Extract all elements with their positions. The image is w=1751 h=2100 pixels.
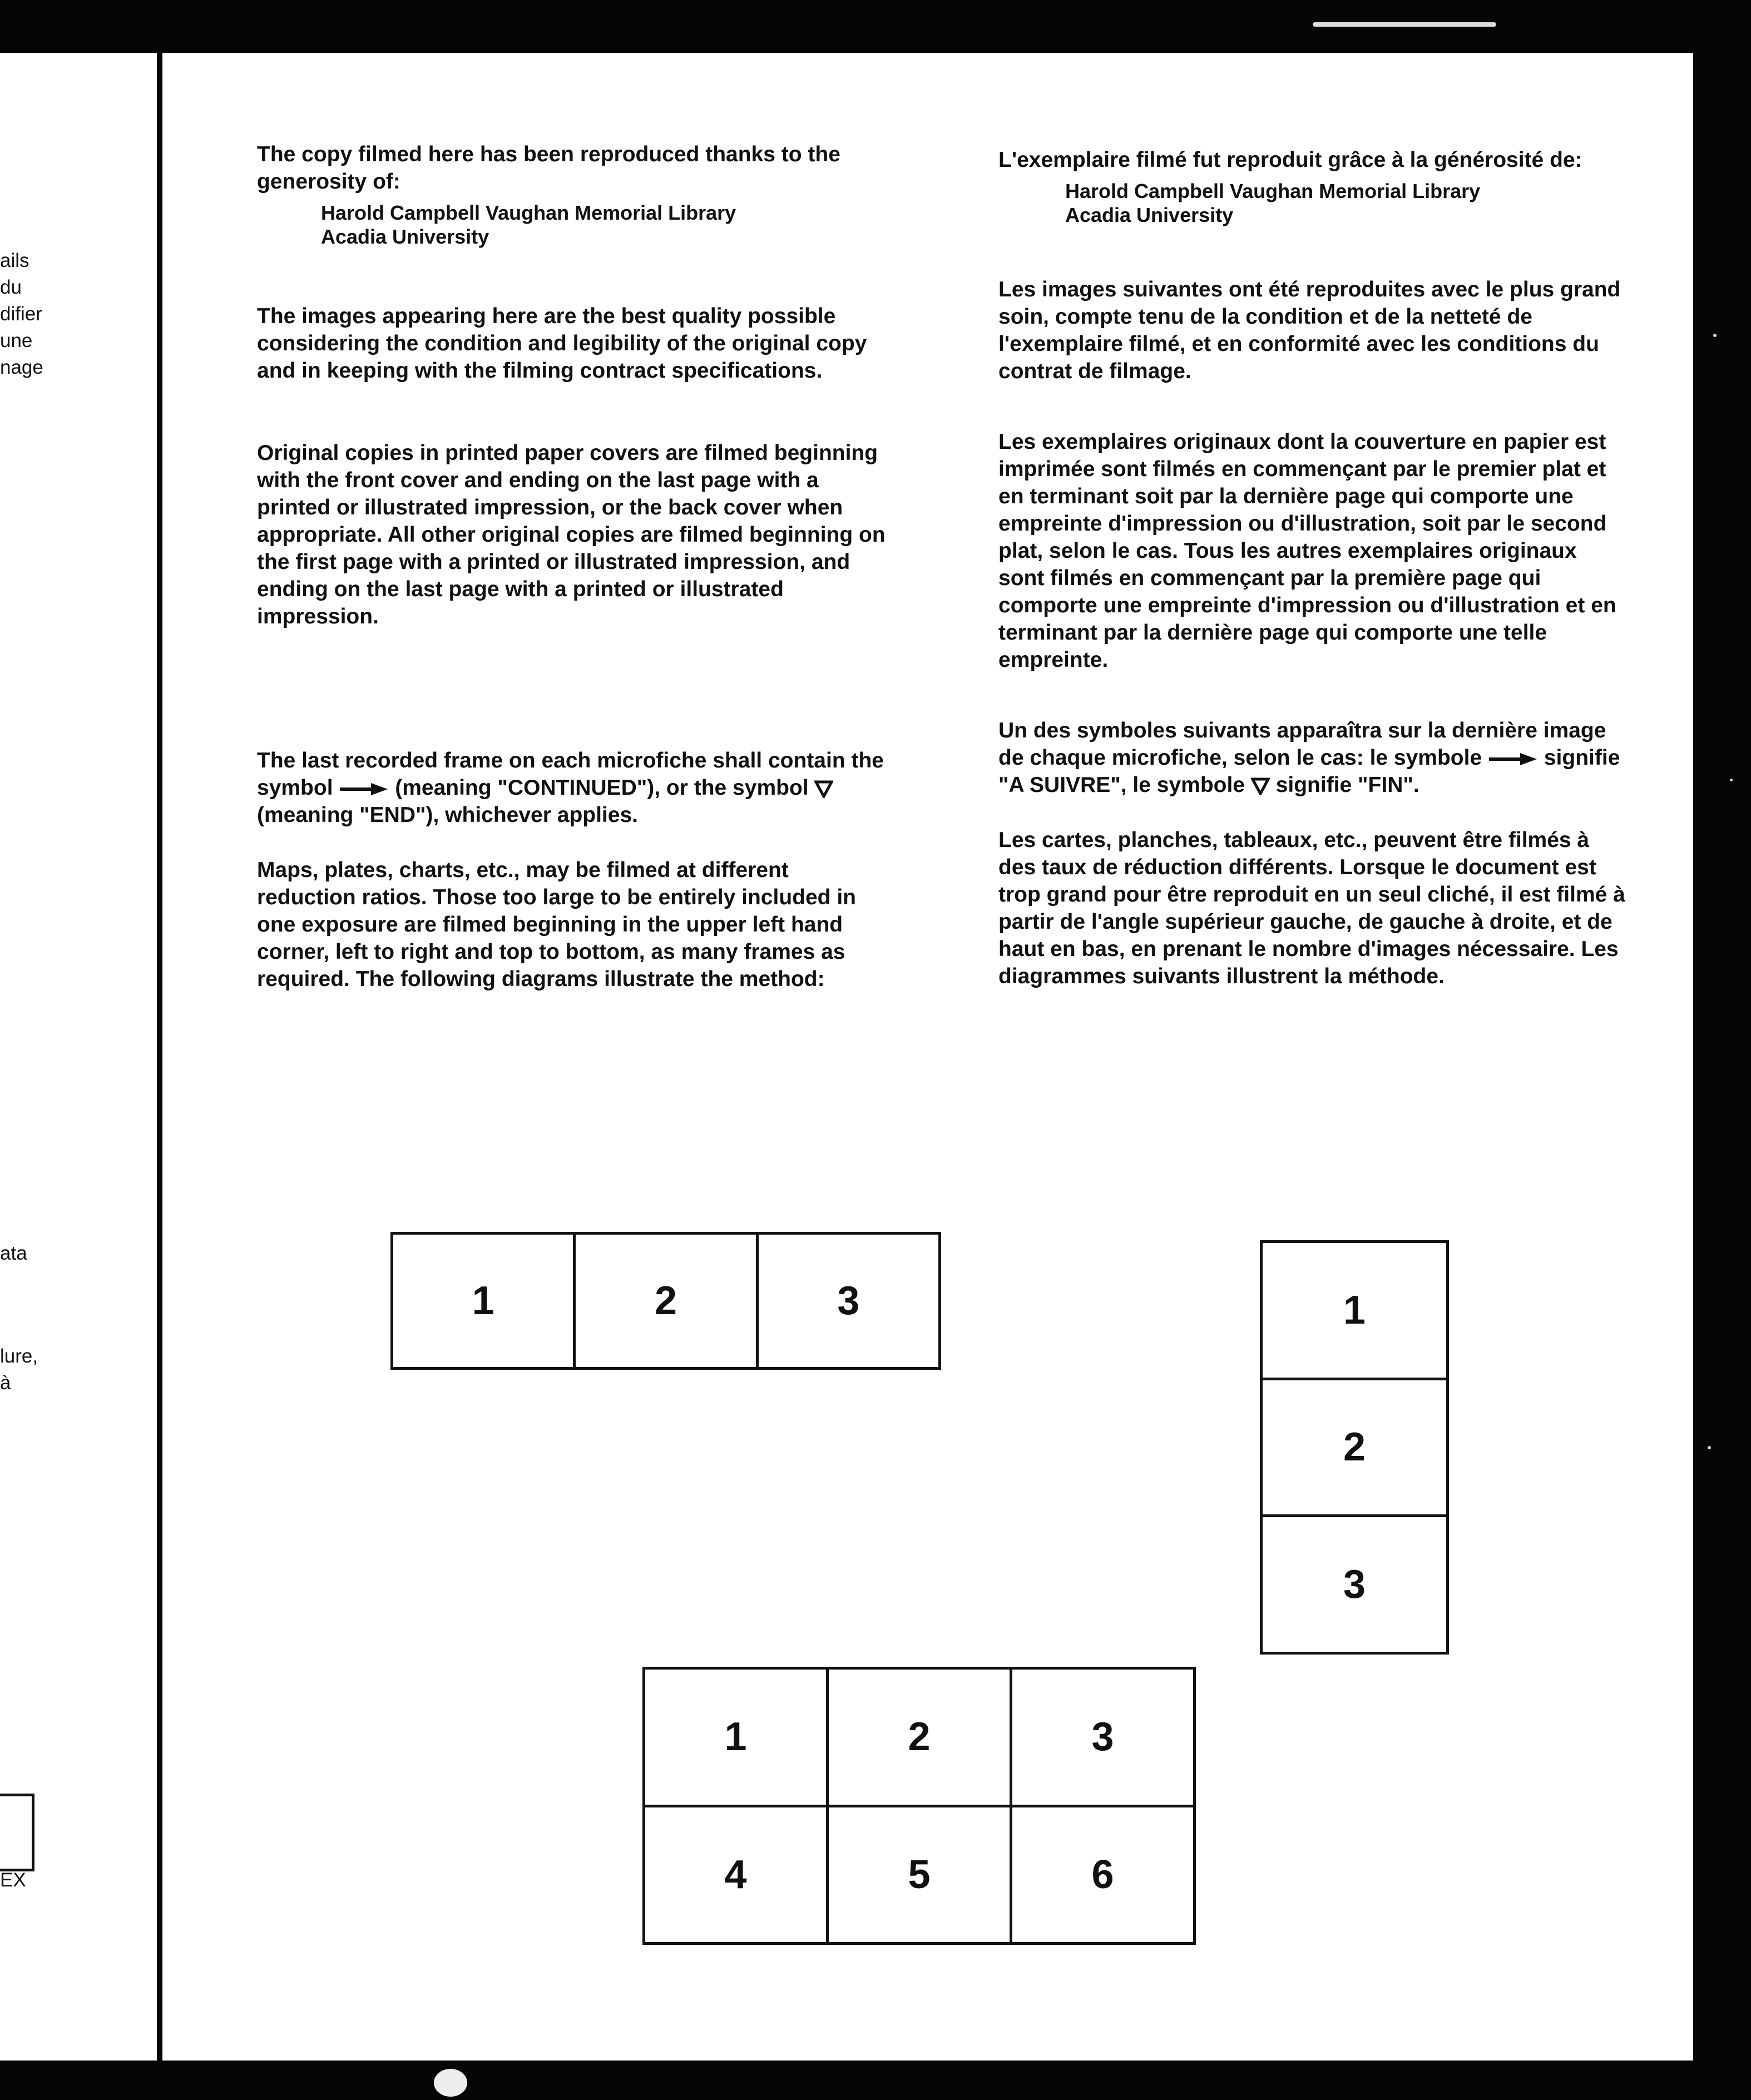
- symbols-paragraph-en: [257, 747, 886, 829]
- arrow-right-icon: [339, 782, 389, 796]
- frame-cell: 5: [828, 1806, 1011, 1944]
- frame-cell: 2: [828, 1668, 1011, 1806]
- frame-cell: 6: [1011, 1806, 1195, 1944]
- film-speck: [1708, 1446, 1711, 1449]
- frame-cell: 3: [757, 1234, 939, 1369]
- triangle-down-icon: [1251, 777, 1270, 795]
- acknowledgement-fr: L'exemplaire filmé fut reproduit grâce à la générosité de:: [998, 148, 1582, 172]
- frame-cell: 1: [1262, 1242, 1448, 1379]
- microfilm-target-page: [162, 53, 1693, 2061]
- film-speck: [1730, 779, 1733, 781]
- fragment-text: ails: [0, 250, 29, 271]
- frame-cell: 2: [1262, 1379, 1448, 1516]
- institution-fr: Acadia University: [1065, 204, 1234, 226]
- triangle-down-icon: [814, 780, 833, 798]
- diagram-grid: [642, 1667, 1196, 1945]
- library-name-fr: Harold Campbell Vaughan Memorial Library: [1065, 180, 1481, 202]
- quality-paragraph-en: The images appearing here are the best quality possible considering the condition and legibility of the original copy and in keeping with the filming contract specifications.: [257, 304, 867, 383]
- quality-paragraph-fr: Les images suivantes ont été reproduites avec le plus grand soin, compte tenu de la condition et de la netteté de l'exemplaire filmé, et en conformité avec les conditions du contrat de filmage.: [998, 278, 1621, 383]
- fragment-text: lure,: [0, 1345, 38, 1367]
- covers-paragraph-en: Original copies in printed paper covers are filmed beginning with the front cover and ending on the last page with a printed or illustrated impression, or the back cover when appropriate. All other original copies are filmed beginning on the first page with a printed or illustrated impression, and ending on the last page with a printed or illustrated impression.: [257, 441, 886, 628]
- institution-en: Acadia University: [321, 225, 489, 248]
- fragment-text: du: [0, 276, 22, 298]
- frame-cell: 2: [575, 1234, 757, 1369]
- film-scratch: [1313, 22, 1496, 27]
- fragment-text: difier: [0, 303, 42, 325]
- frame-cell: 1: [392, 1234, 575, 1369]
- diagram-horizontal: [390, 1232, 941, 1370]
- french-column: [998, 146, 1627, 990]
- symbols-text-fr-3: signifie "FIN".: [1275, 773, 1419, 797]
- adjacent-page-fragment: [0, 53, 157, 2061]
- symbols-text-fr-1: Un des symboles suivants apparaîtra sur la dernière image de chaque microfiche, selon le cas: le symbole: [998, 719, 1606, 770]
- symbols-text-en-3: (meaning "END"), whichever applies.: [257, 803, 638, 827]
- film-speck: [434, 2069, 467, 2097]
- acknowledgement-en: The copy filmed here has been reproduced thanks to the generosity of:: [257, 142, 840, 194]
- diagram-vertical: [1260, 1240, 1449, 1655]
- covers-paragraph-fr: Les exemplaires originaux dont la couverture en papier est imprimée sont filmés en commençant par le premier plat et en terminant soit par la dernière page qui comporte une empreinte d'impression ou d'illustration, soit par le second plat, selon le cas. Tous les autres exemplaires originaux sont filmés en commençant par la première page qui comporte une empreinte d'impression ou d'illustration et en terminant par la dernière page qui comporte une telle empreinte.: [998, 430, 1616, 672]
- library-block-fr: [1065, 179, 1627, 227]
- film-speck: [1713, 334, 1717, 337]
- frame-cell: 3: [1262, 1516, 1448, 1653]
- frame-cell: 4: [644, 1806, 828, 1944]
- symbols-text-fr-2: signifie "A SUIVRE", le symbole: [998, 746, 1620, 797]
- library-block-en: [321, 201, 886, 249]
- arrow-right-icon: [1488, 752, 1538, 766]
- library-name-en: Harold Campbell Vaughan Memorial Library: [321, 201, 736, 224]
- fragment-text: EX: [0, 1869, 26, 1891]
- frame-cell: 3: [1011, 1668, 1195, 1806]
- fragment-text: une: [0, 330, 33, 351]
- fragment-box: [0, 1794, 34, 1871]
- symbols-text-en-2: (meaning "CONTINUED"), or the symbol: [395, 776, 809, 800]
- maps-paragraph-fr: Les cartes, planches, tableaux, etc., peuvent être filmés à des taux de réduction différents. Lorsque le document est trop grand pour être reproduit en un seul cliché, il est filmé à partir de l'angle supérieur gauche, de gauche à droite, et de haut en bas, en prenant le nombre d'images nécessaire. Les diagrammes suivants illustrent la méthode.: [998, 828, 1625, 988]
- frame-cell: 1: [644, 1668, 828, 1806]
- fragment-text: nage: [0, 356, 43, 378]
- english-column: [257, 141, 886, 993]
- symbols-text-en-1: The last recorded frame on each microfiche shall contain the symbol: [257, 749, 884, 800]
- fragment-text: ata: [0, 1242, 27, 1264]
- fragment-text: à: [0, 1372, 11, 1394]
- symbols-paragraph-fr: [998, 717, 1627, 799]
- maps-paragraph-en: Maps, plates, charts, etc., may be filmed at different reduction ratios. Those too large to be entirely included in one exposure are filmed beginning in the upper left hand corner, left to right and top to bottom, as many frames as required. The following diagrams illustrate the method:: [257, 858, 856, 991]
